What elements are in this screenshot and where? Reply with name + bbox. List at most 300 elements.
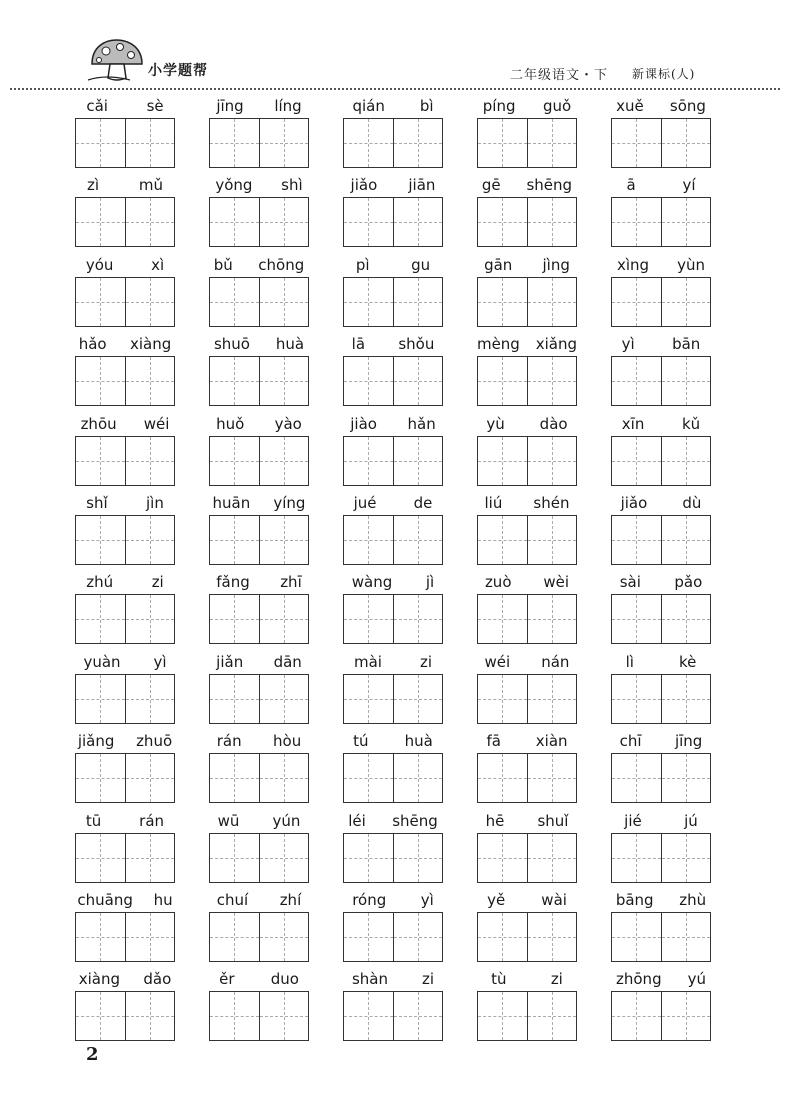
pinyin-syllable: zi <box>151 573 164 592</box>
character-writing-cell[interactable] <box>612 119 661 167</box>
pinyin-syllable: shàn <box>351 970 388 989</box>
pinyin-label <box>67 414 183 432</box>
character-writing-cell[interactable] <box>259 913 309 961</box>
character-writing-cell[interactable] <box>478 357 527 405</box>
writing-boxes <box>75 277 175 327</box>
character-writing-cell[interactable] <box>612 278 661 326</box>
pinyin-syllable: léi <box>348 811 366 830</box>
writing-boxes <box>209 991 309 1041</box>
character-writing-cell[interactable] <box>344 595 393 643</box>
character-writing-cell[interactable] <box>76 119 125 167</box>
word-item <box>611 255 711 317</box>
character-writing-cell[interactable] <box>125 437 175 485</box>
character-writing-cell[interactable] <box>612 675 661 723</box>
pinyin-label <box>603 255 719 273</box>
word-item <box>209 175 309 237</box>
writing-boxes <box>477 197 577 247</box>
character-writing-cell[interactable] <box>527 834 577 882</box>
character-writing-cell[interactable] <box>661 437 711 485</box>
character-writing-cell[interactable] <box>478 119 527 167</box>
pinyin-syllable: xiàng <box>78 970 120 989</box>
character-writing-cell[interactable] <box>393 992 443 1040</box>
writing-boxes <box>209 753 309 803</box>
header-divider <box>10 88 780 90</box>
pinyin-label <box>603 175 719 193</box>
character-writing-cell[interactable] <box>661 675 711 723</box>
pinyin-label <box>67 493 183 511</box>
pinyin-syllable: wéi <box>143 414 170 433</box>
character-writing-cell[interactable] <box>478 516 527 564</box>
pinyin-label <box>469 414 585 432</box>
character-writing-cell[interactable] <box>259 675 309 723</box>
character-writing-cell[interactable] <box>259 992 309 1040</box>
pinyin-label <box>335 890 451 908</box>
character-writing-cell[interactable] <box>393 119 443 167</box>
pinyin-syllable: zhù <box>679 891 707 909</box>
word-item <box>477 572 577 634</box>
character-writing-cell[interactable] <box>393 595 443 643</box>
character-writing-cell[interactable] <box>210 992 259 1040</box>
character-writing-cell[interactable] <box>478 754 527 802</box>
pinyin-syllable: mài <box>353 652 382 671</box>
pinyin-syllable: jìng <box>542 255 570 274</box>
pinyin-syllable: wū <box>217 811 240 830</box>
writing-boxes <box>209 118 309 168</box>
character-writing-cell[interactable] <box>344 437 393 485</box>
character-writing-cell[interactable] <box>344 913 393 961</box>
word-item <box>209 572 309 634</box>
writing-boxes <box>209 356 309 406</box>
pinyin-label <box>201 255 317 273</box>
word-item <box>209 255 309 317</box>
character-writing-cell[interactable] <box>210 754 259 802</box>
character-writing-cell[interactable] <box>210 913 259 961</box>
writing-boxes <box>477 277 577 327</box>
pinyin-syllable: duo <box>270 970 299 989</box>
pinyin-label <box>469 652 585 670</box>
writing-boxes <box>209 515 309 565</box>
character-writing-cell[interactable] <box>478 913 527 961</box>
character-writing-cell[interactable] <box>393 913 443 961</box>
character-writing-cell[interactable] <box>527 992 577 1040</box>
word-item <box>477 969 577 1031</box>
character-writing-cell[interactable] <box>612 913 661 961</box>
pinyin-label <box>335 255 451 273</box>
character-writing-cell[interactable] <box>210 675 259 723</box>
word-item <box>343 572 443 634</box>
pinyin-syllable: xīn <box>621 414 645 433</box>
character-writing-cell[interactable] <box>612 516 661 564</box>
character-writing-cell[interactable] <box>661 357 711 405</box>
word-item <box>611 334 711 396</box>
pinyin-label <box>67 652 183 670</box>
pinyin-syllable: yuàn <box>83 652 121 671</box>
pinyin-syllable: wèi <box>543 573 570 592</box>
pinyin-label <box>67 969 183 987</box>
pinyin-syllable: zhú <box>86 573 114 592</box>
word-item <box>75 652 175 714</box>
character-writing-cell[interactable] <box>259 834 309 882</box>
pinyin-syllable: yíng <box>273 494 306 512</box>
character-writing-cell[interactable] <box>76 834 125 882</box>
character-writing-cell[interactable] <box>125 913 175 961</box>
character-writing-cell[interactable] <box>259 119 309 167</box>
word-item <box>477 652 577 714</box>
pinyin-syllable: shuǐ <box>537 811 569 830</box>
pinyin-syllable: huān <box>212 494 251 512</box>
pinyin-syllable: shén <box>533 494 570 512</box>
pinyin-syllable: ěr <box>219 970 235 989</box>
character-writing-cell[interactable] <box>259 357 309 405</box>
writing-boxes <box>209 277 309 327</box>
pinyin-label <box>469 969 585 987</box>
pinyin-syllable: jīng <box>674 732 703 751</box>
pinyin-syllable: cǎi <box>86 97 108 115</box>
writing-boxes <box>75 753 175 803</box>
word-item <box>209 414 309 476</box>
character-writing-cell[interactable] <box>661 595 711 643</box>
character-writing-cell[interactable] <box>210 278 259 326</box>
writing-boxes <box>611 515 711 565</box>
writing-boxes <box>343 436 443 486</box>
character-writing-cell[interactable] <box>210 198 259 246</box>
course-title: 二年级语文・下 <box>510 68 609 83</box>
word-item <box>209 969 309 1031</box>
pinyin-syllable: ā <box>626 176 636 195</box>
pinyin-syllable: gē <box>481 176 501 195</box>
character-writing-cell[interactable] <box>210 595 259 643</box>
character-writing-cell[interactable] <box>393 754 443 802</box>
character-writing-cell[interactable] <box>527 913 577 961</box>
pinyin-syllable: shǒu <box>398 335 435 354</box>
word-item <box>75 811 175 873</box>
character-writing-cell[interactable] <box>612 992 661 1040</box>
character-writing-cell[interactable] <box>661 198 711 246</box>
word-item <box>75 334 175 396</box>
word-item <box>343 414 443 476</box>
pinyin-label <box>335 96 451 114</box>
word-item <box>343 969 443 1031</box>
character-writing-cell[interactable] <box>125 834 175 882</box>
character-writing-cell[interactable] <box>661 834 711 882</box>
pinyin-label <box>335 731 451 749</box>
pinyin-syllable: gān <box>484 255 513 274</box>
pinyin-syllable: píng <box>482 97 516 115</box>
pinyin-label <box>201 175 317 193</box>
pinyin-syllable: bì <box>419 97 434 115</box>
writing-boxes <box>75 515 175 565</box>
character-writing-cell[interactable] <box>344 834 393 882</box>
pinyin-syllable: chī <box>619 732 642 751</box>
pinyin-syllable: yì <box>621 335 635 354</box>
pinyin-label <box>335 969 451 987</box>
pinyin-syllable: tù <box>491 970 507 989</box>
word-item <box>477 493 577 555</box>
writing-boxes <box>75 912 175 962</box>
character-writing-cell[interactable] <box>527 516 577 564</box>
word-item <box>343 175 443 237</box>
pinyin-syllable: jīng <box>216 97 244 115</box>
word-item <box>343 255 443 317</box>
pinyin-syllable: jiǎo <box>620 494 648 512</box>
writing-boxes <box>209 912 309 962</box>
pinyin-label <box>335 175 451 193</box>
word-item <box>611 811 711 873</box>
character-writing-cell[interactable] <box>76 992 125 1040</box>
character-writing-cell[interactable] <box>210 437 259 485</box>
writing-boxes <box>209 436 309 486</box>
pinyin-label <box>603 96 719 114</box>
character-writing-cell[interactable] <box>393 198 443 246</box>
pinyin-label <box>201 493 317 511</box>
character-writing-cell[interactable] <box>612 834 661 882</box>
character-writing-cell[interactable] <box>478 834 527 882</box>
pinyin-syllable: nán <box>541 652 570 671</box>
pinyin-label <box>201 890 317 908</box>
character-writing-cell[interactable] <box>76 754 125 802</box>
character-writing-cell[interactable] <box>527 754 577 802</box>
pinyin-label <box>335 334 451 352</box>
pinyin-syllable: wéi <box>484 652 511 671</box>
character-writing-cell[interactable] <box>259 516 309 564</box>
writing-boxes <box>75 833 175 883</box>
character-writing-cell[interactable] <box>393 278 443 326</box>
pinyin-syllable: kè <box>679 652 697 671</box>
character-writing-cell[interactable] <box>210 516 259 564</box>
character-writing-cell[interactable] <box>125 675 175 723</box>
character-writing-cell[interactable] <box>527 437 577 485</box>
character-writing-cell[interactable] <box>210 119 259 167</box>
character-writing-cell[interactable] <box>612 357 661 405</box>
pinyin-label <box>603 414 719 432</box>
character-writing-cell[interactable] <box>125 754 175 802</box>
pinyin-syllable: yì <box>420 891 434 909</box>
pinyin-syllable: líng <box>274 97 302 115</box>
pinyin-syllable: bǔ <box>213 255 233 274</box>
pinyin-syllable: jué <box>353 494 377 512</box>
character-writing-cell[interactable] <box>527 119 577 167</box>
writing-boxes <box>343 674 443 724</box>
character-writing-cell[interactable] <box>76 198 125 246</box>
pinyin-syllable: xiàng <box>130 335 172 354</box>
character-writing-cell[interactable] <box>259 754 309 802</box>
character-writing-cell[interactable] <box>393 834 443 882</box>
character-writing-cell[interactable] <box>478 595 527 643</box>
writing-boxes <box>343 912 443 962</box>
character-writing-cell[interactable] <box>76 595 125 643</box>
pinyin-syllable: hu <box>153 891 173 909</box>
pinyin-label <box>603 811 719 829</box>
character-writing-cell[interactable] <box>344 357 393 405</box>
character-writing-cell[interactable] <box>344 516 393 564</box>
character-writing-cell[interactable] <box>527 198 577 246</box>
pinyin-label <box>603 890 719 908</box>
pinyin-syllable: xiàn <box>535 732 568 751</box>
character-writing-cell[interactable] <box>661 754 711 802</box>
pinyin-syllable: huà <box>275 335 305 354</box>
character-writing-cell[interactable] <box>661 992 711 1040</box>
pinyin-syllable: zuò <box>484 573 512 592</box>
character-writing-cell[interactable] <box>527 595 577 643</box>
word-item <box>611 652 711 714</box>
pinyin-syllable: tú <box>353 732 369 751</box>
character-writing-cell[interactable] <box>612 437 661 485</box>
character-writing-cell[interactable] <box>344 675 393 723</box>
pinyin-syllable: sōng <box>669 97 706 115</box>
writing-boxes <box>209 674 309 724</box>
word-item <box>75 175 175 237</box>
character-writing-cell[interactable] <box>259 437 309 485</box>
word-item <box>611 969 711 1031</box>
character-writing-cell[interactable] <box>478 278 527 326</box>
character-writing-cell[interactable] <box>393 357 443 405</box>
character-writing-cell[interactable] <box>125 357 175 405</box>
writing-boxes <box>477 912 577 962</box>
character-writing-cell[interactable] <box>210 357 259 405</box>
character-writing-cell[interactable] <box>344 992 393 1040</box>
word-item <box>75 255 175 317</box>
word-item <box>209 811 309 873</box>
pinyin-syllable: wài <box>541 891 567 909</box>
character-writing-cell[interactable] <box>76 278 125 326</box>
page-header <box>0 0 790 90</box>
pinyin-label <box>67 255 183 273</box>
pinyin-syllable: fā <box>486 732 501 751</box>
pinyin-label <box>201 334 317 352</box>
pinyin-syllable: zi <box>419 652 432 671</box>
writing-boxes <box>75 594 175 644</box>
character-writing-cell[interactable] <box>76 357 125 405</box>
character-writing-cell[interactable] <box>393 516 443 564</box>
word-item <box>75 969 175 1031</box>
writing-boxes <box>343 197 443 247</box>
pinyin-label <box>603 731 719 749</box>
pinyin-label <box>201 652 317 670</box>
character-writing-cell[interactable] <box>210 834 259 882</box>
pinyin-label <box>469 175 585 193</box>
writing-boxes <box>611 277 711 327</box>
character-writing-cell[interactable] <box>661 278 711 326</box>
pinyin-syllable: kǔ <box>681 414 701 433</box>
character-writing-cell[interactable] <box>344 119 393 167</box>
character-writing-cell[interactable] <box>76 516 125 564</box>
character-writing-cell[interactable] <box>527 278 577 326</box>
writing-boxes <box>343 833 443 883</box>
character-writing-cell[interactable] <box>76 913 125 961</box>
character-writing-cell[interactable] <box>527 357 577 405</box>
character-writing-cell[interactable] <box>661 516 711 564</box>
writing-boxes <box>477 833 577 883</box>
character-writing-cell[interactable] <box>344 278 393 326</box>
character-writing-cell[interactable] <box>478 992 527 1040</box>
pinyin-label <box>335 572 451 590</box>
character-writing-cell[interactable] <box>259 198 309 246</box>
writing-boxes <box>343 594 443 644</box>
character-writing-cell[interactable] <box>259 278 309 326</box>
pinyin-syllable: dǎo <box>143 970 172 989</box>
pinyin-syllable: jiǎng <box>77 732 115 751</box>
character-writing-cell[interactable] <box>76 437 125 485</box>
character-writing-cell[interactable] <box>527 675 577 723</box>
writing-boxes <box>209 197 309 247</box>
character-writing-cell[interactable] <box>478 437 527 485</box>
word-item <box>75 572 175 634</box>
pinyin-label <box>335 493 451 511</box>
word-item <box>611 572 711 634</box>
character-writing-cell[interactable] <box>125 278 175 326</box>
writing-boxes <box>209 594 309 644</box>
pinyin-syllable: zhuō <box>136 732 173 751</box>
character-writing-cell[interactable] <box>125 595 175 643</box>
pinyin-syllable: yú <box>687 970 706 989</box>
pinyin-syllable: rán <box>216 732 242 751</box>
word-item <box>477 96 577 158</box>
character-writing-cell[interactable] <box>125 119 175 167</box>
character-writing-cell[interactable] <box>125 516 175 564</box>
pinyin-label <box>67 334 183 352</box>
pinyin-syllable: jìn <box>145 494 164 512</box>
writing-boxes <box>477 436 577 486</box>
writing-boxes <box>477 753 577 803</box>
pinyin-syllable: yí <box>682 176 696 195</box>
pinyin-syllable: xì <box>151 255 165 274</box>
pinyin-label <box>201 572 317 590</box>
pinyin-syllable: hòu <box>273 732 302 751</box>
pinyin-syllable: pì <box>355 255 370 274</box>
pinyin-label <box>201 811 317 829</box>
writing-boxes <box>343 753 443 803</box>
writing-boxes <box>611 436 711 486</box>
pinyin-label <box>67 811 183 829</box>
pinyin-label <box>67 731 183 749</box>
word-item <box>343 334 443 396</box>
word-item <box>209 96 309 158</box>
character-writing-cell[interactable] <box>612 595 661 643</box>
pinyin-syllable: jiǎn <box>216 652 244 671</box>
character-writing-cell[interactable] <box>478 675 527 723</box>
character-writing-cell[interactable] <box>478 198 527 246</box>
pinyin-syllable: yù <box>486 414 505 433</box>
pinyin-syllable: sài <box>619 573 641 592</box>
pinyin-label <box>67 96 183 114</box>
pinyin-syllable: shǐ <box>86 494 108 512</box>
character-writing-cell[interactable] <box>259 595 309 643</box>
word-item <box>477 334 577 396</box>
character-writing-cell[interactable] <box>393 675 443 723</box>
character-writing-cell[interactable] <box>612 754 661 802</box>
pinyin-label <box>469 96 585 114</box>
pinyin-label <box>335 811 451 829</box>
character-writing-cell[interactable] <box>344 754 393 802</box>
pinyin-syllable: shuō <box>213 335 250 354</box>
pinyin-label <box>201 969 317 987</box>
pinyin-syllable: jiǎo <box>350 176 378 195</box>
word-item <box>477 175 577 237</box>
character-writing-cell[interactable] <box>661 119 711 167</box>
pinyin-syllable: gu <box>411 255 431 274</box>
pinyin-syllable: tū <box>85 811 102 830</box>
character-writing-cell[interactable] <box>125 198 175 246</box>
pinyin-syllable: xìng <box>617 255 650 274</box>
character-writing-cell[interactable] <box>393 437 443 485</box>
character-writing-cell[interactable] <box>661 913 711 961</box>
character-writing-cell[interactable] <box>612 198 661 246</box>
pinyin-label <box>469 334 585 352</box>
word-item <box>75 890 175 952</box>
character-writing-cell[interactable] <box>344 198 393 246</box>
character-writing-cell[interactable] <box>125 992 175 1040</box>
character-writing-cell[interactable] <box>76 675 125 723</box>
